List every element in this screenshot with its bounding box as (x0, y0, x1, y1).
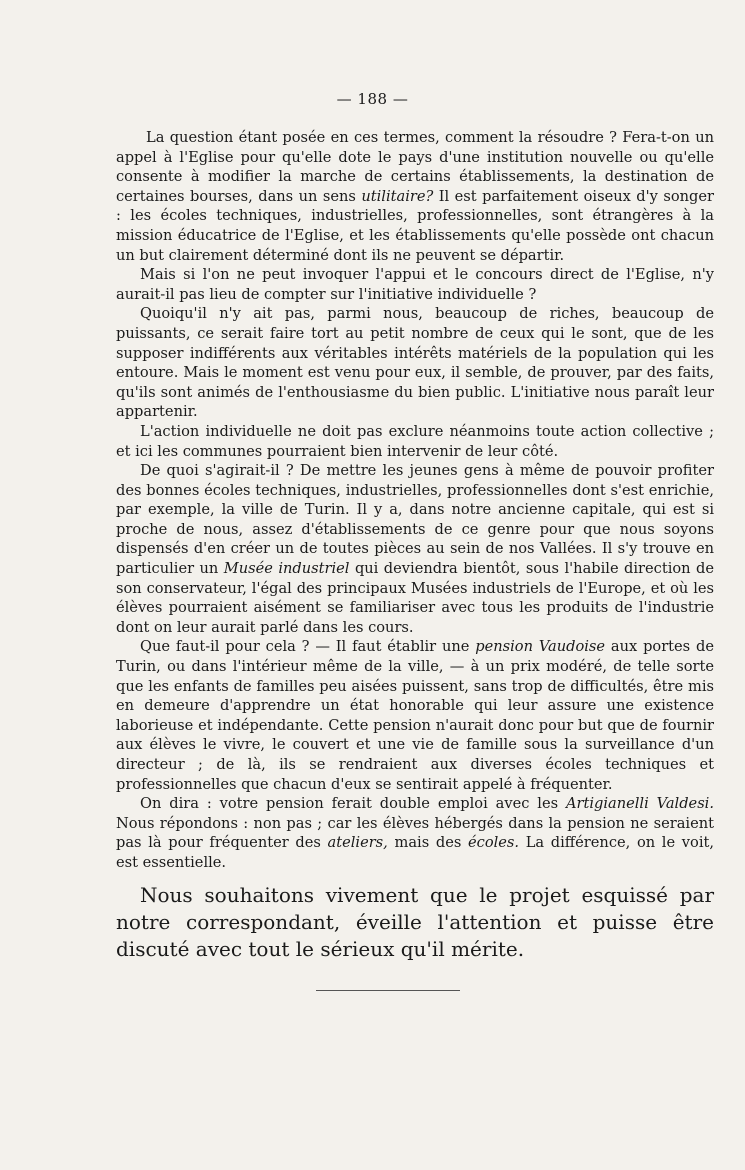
paragraph-4: L'action individuelle ne doit pas exclure néanmoins toute action collective ; et ici les communes pourraient bien intervenir de leur côté. (116, 422, 714, 460)
paragraph-6-text-a: Que faut-il pour cela ? — Il faut établir une (140, 638, 476, 656)
paragraph-5-text-b: qui deviendra bientôt, sous l'habile direction de son conservateur, l'égal des principaux Musées industriels de l'Europe, et où les élèves pourraient aisément se familiariser avec tous les produits de l'industrie dont on leur aurait parlé dans les cours. (116, 560, 714, 636)
article-body (116, 128, 714, 873)
paragraph-7-emphasis-b: ateliers, (327, 834, 388, 852)
paragraph-6 (116, 637, 714, 794)
closing-statement (116, 882, 714, 963)
paragraph-6-emphasis: pension Vaudoise (475, 638, 606, 656)
paragraph-7-text-a: On dira : votre pension ferait double emploi avec les (140, 795, 566, 813)
paragraph-5 (116, 461, 714, 637)
paragraph-7-text-d: La différence, on le voit, est essentielle. (116, 834, 714, 871)
paragraph-2: Mais si l'on ne peut invoquer l'appui et le concours direct de l'Eglise, n'y aurait-il pas lieu de compter sur l'initiative individuelle ? (116, 266, 714, 303)
paragraph-1 (116, 128, 714, 265)
paragraph-7-text-c: mais des (387, 834, 469, 852)
closing-text: Nous souhaitons vivement que le projet esquissé par notre correspondant, éveille l'attention et puisse être discuté avec tout le sérieux qu'il mérite. (116, 883, 714, 961)
paragraph-7-emphasis-a: Artigianelli Valdesi. (565, 795, 714, 813)
paragraph-7-text-b: Nous répondons : non pas ; car les élèves hébergés dans la pension ne seraient pas là pour fréquenter des (116, 814, 714, 852)
paragraph-7-emphasis-c: écoles. (468, 834, 520, 852)
paragraph-1-text-a: La question étant posée en ces termes, comment la résoudre ? Fera-t-on un appel à l'Eglise pour qu'elle dote le pays d'une institution nouvelle ou qu'elle consente à modifier la marche de certains établissements, la destination de certaines bourses, dans un sens (116, 129, 714, 205)
paragraph-6-text-b: aux portes de Turin, ou dans l'intérieur même de la ville, — à un prix modéré, de telle sorte que les enfants de familles peu aisées puissent, sans trop de difficultés, être mis en demeure d'apprendre un état honorable qui leur assure une existence laborieuse et indépendante. Cette pension n'aurait donc pour but que de fournir aux élèves le vivre, le couvert et une vie de famille sous la surveillance d'un directeur ; de là, ils se rendraient aux diverses écoles techniques et professionnelles que chacun d'eux se sentirait appelé à fréquenter. (116, 638, 714, 793)
page-number: — 188 — (336, 90, 409, 108)
paragraph-1-text-b: Il est parfaitement oiseux d'y songer : les écoles techniques, industrielles, professionnelles, sont étrangères à la mission éducatrice de l'Eglise, et les établissements qu'elle possède ont chacun un but clairement déterminé dont ils ne peuvent se départir. (116, 187, 714, 264)
paragraph-3: Quoiqu'il n'y ait pas, parmi nous, beaucoup de riches, beaucoup de puissants, ce serait faire tort au petit nombre de ceux qui le sont, que de les supposer indifférents aux véritables intérêts matériels de la population qui les entoure. Mais le moment est venu pour eux, il semble, de prouver, par des faits, qu'ils sont animés de l'enthousiasme du bien public. L'initiative nous paraît leur appartenir. (116, 305, 714, 421)
paragraph-5-emphasis: Musée industriel (223, 560, 350, 578)
paragraph-1-emphasis: utilitaire? (361, 187, 434, 205)
end-rule (316, 990, 460, 991)
paragraph-5-text-a: De quoi s'agirait-il ? De mettre les jeunes gens à même de pouvoir profiter des bonnes écoles techniques, industrielles, professionnelles dont s'est enrichie, par exemple, la ville de Turin. Il y a, dans notre ancienne capitale, qui est si proche de nous, assez d'établissements de ce genre pour que nous soyons dispensés d'en créer un de toutes pièces au sein de nos Vallées. Il s'y trouve en particulier un (116, 462, 714, 578)
paragraph-7 (116, 794, 714, 872)
